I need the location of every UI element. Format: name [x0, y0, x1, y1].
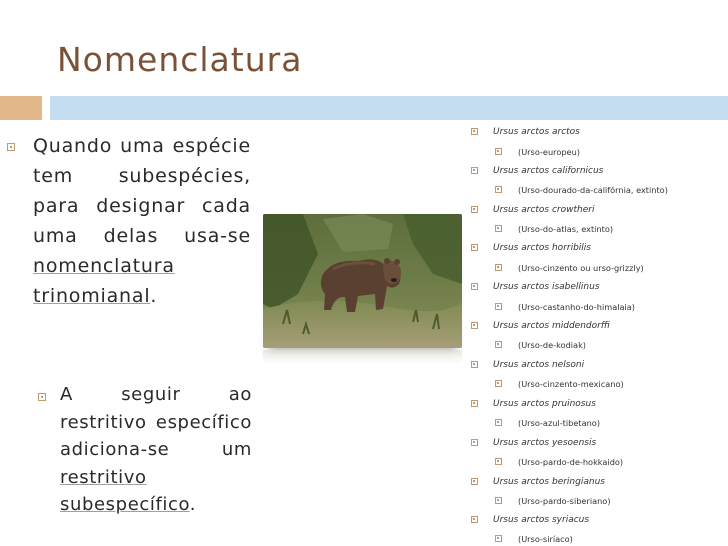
species-name: Ursus arctos beringianus [493, 477, 605, 487]
bear-photo-image [263, 214, 462, 348]
species-name: Ursus arctos isabellinus [493, 282, 600, 292]
species-name: Ursus arctos nelsoni [493, 360, 585, 370]
common-name: (Urso-pardo-de-hokkaido) [518, 457, 624, 467]
species-name: Ursus arctos arctos [493, 127, 580, 137]
highlighted-term: restritivo subespecífico [60, 466, 190, 515]
square-bullet-icon [471, 283, 478, 290]
square-bullet-icon [7, 143, 15, 151]
species-name: Ursus arctos californicus [493, 166, 604, 176]
common-name: (Urso-pardo-siberiano) [518, 496, 611, 506]
square-bullet-icon [495, 497, 502, 504]
square-bullet-icon [471, 439, 478, 446]
square-bullet-icon [471, 400, 478, 407]
sub-paragraph [60, 381, 252, 519]
square-bullet-icon [495, 535, 502, 542]
species-name: Ursus arctos pruinosus [493, 399, 596, 409]
species-name: Ursus arctos yesoensis [493, 438, 597, 448]
square-bullet-icon [38, 393, 46, 401]
square-bullet-icon [495, 419, 502, 426]
square-bullet-icon [471, 478, 478, 485]
accent-band-gap [42, 96, 50, 120]
square-bullet-icon [471, 167, 478, 174]
square-bullet-icon [495, 225, 502, 232]
common-name: (Urso-cinzento-mexicano) [518, 379, 624, 389]
square-bullet-icon [495, 303, 502, 310]
paragraph-text: A seguir ao restritivo específico adiciona-se um [60, 384, 252, 460]
square-bullet-icon [495, 186, 502, 193]
common-name: (Urso-do-atlas, extinto) [518, 224, 614, 234]
accent-band-right [42, 96, 728, 120]
common-name: (Urso-dourado-da-califórnia, extinto) [518, 185, 668, 195]
square-bullet-icon [495, 264, 502, 271]
bear-photo [263, 214, 462, 348]
common-name: (Urso-de-kodiak) [518, 340, 587, 350]
paragraph-end: . [150, 285, 158, 307]
species-name: Ursus arctos crowtheri [493, 205, 595, 215]
common-name: (Urso-europeu) [518, 147, 580, 157]
square-bullet-icon [495, 380, 502, 387]
accent-band-left [0, 96, 42, 120]
species-name: Ursus arctos syriacus [493, 515, 590, 525]
square-bullet-icon [495, 458, 502, 465]
paragraph-text: Quando uma espécie tem subespécies, para designar cada uma delas usa-se [33, 135, 251, 247]
main-paragraph [33, 131, 251, 311]
slide-title: Nomenclatura [57, 40, 303, 79]
highlighted-term: nomenclatura trinomianal [33, 255, 175, 307]
square-bullet-icon [471, 516, 478, 523]
square-bullet-icon [495, 341, 502, 348]
photo-reflection [263, 350, 462, 364]
species-name: Ursus arctos middendorffi [493, 321, 610, 331]
common-name: (Urso-siríaco) [518, 534, 573, 544]
square-bullet-icon [471, 361, 478, 368]
square-bullet-icon [471, 128, 478, 135]
square-bullet-icon [471, 206, 478, 213]
common-name: (Urso-castanho-do-himalaia) [518, 302, 635, 312]
paragraph-end: . [189, 494, 197, 515]
square-bullet-icon [495, 148, 502, 155]
species-name: Ursus arctos horribilis [493, 243, 591, 253]
square-bullet-icon [471, 322, 478, 329]
common-name: (Urso-cinzento ou urso-grizzly) [518, 263, 644, 273]
common-name: (Urso-azul-tibetano) [518, 418, 601, 428]
square-bullet-icon [471, 244, 478, 251]
